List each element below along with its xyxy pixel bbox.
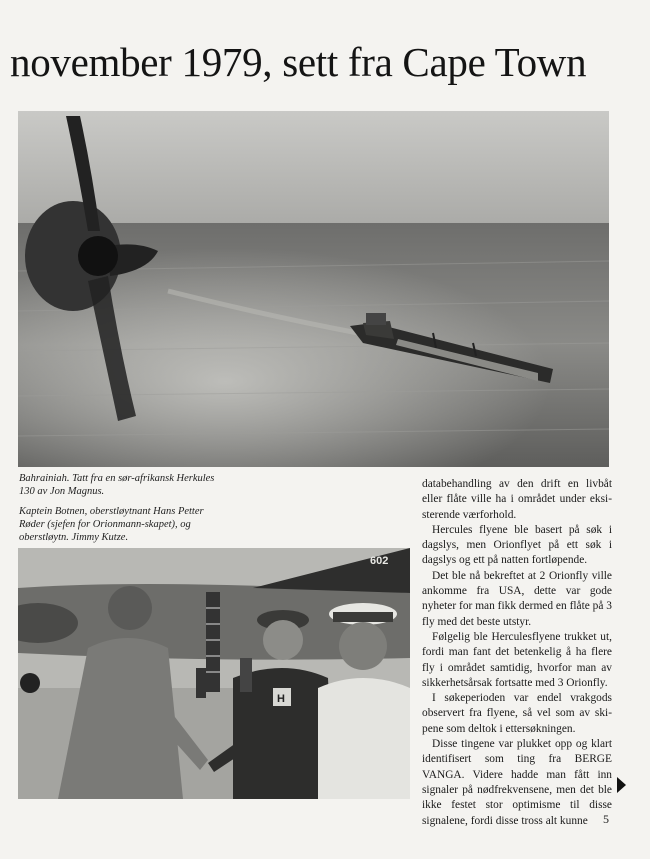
headline: november 1979, sett fra Cape Town — [10, 39, 587, 85]
photo-ship-at-sea — [18, 111, 609, 467]
uniform-marking: H — [277, 693, 285, 705]
continue-arrow-icon — [617, 777, 626, 793]
page-number: 5 — [603, 812, 609, 826]
article-paragraph: databehandling av den drift en livbåt eller flåte ville ha i området under eksi-sterende værforhold. — [422, 478, 612, 521]
handshake-photo-illustration — [18, 548, 410, 799]
article-text-column — [422, 477, 612, 829]
caption-ship-photo: Bahrainiah. Tatt fra en sør-afrikansk Herkules 130 av Jon Magnus. — [19, 473, 215, 497]
caption-people-photo: Kaptein Botnen, oberstløytnant Hans Petter Røder (sjefen for Orionmann-skapet), og oberstløytn. Jimmy Kutze. — [19, 506, 204, 543]
article-paragraph: Følgelig ble Herculesflyene trukket ut, fordi man fant det betenkelig å ha flere fly i området samtidig, hvorfor man av sikkerhetsårsak fortsatte med 3 Orionfly. — [422, 630, 612, 689]
article-paragraph: I søkeperioden var endel vrakgods observert fra flyene, så vel som av ski-pene som deltok i ettersøkningen. — [422, 692, 612, 735]
article-paragraph: Hercules flyene ble basert på søk i dagslys, men Orionflyet på ett søk i dagslys og ett på natten fortløpende. — [422, 523, 612, 567]
ship-photo-illustration — [18, 111, 609, 467]
tail-number: 602 — [370, 555, 389, 567]
article-paragraph: Det ble nå bekreftet at 2 Orionfly ville ankomme fra USA, dette var gode nyheter for man fikk dermed en flåte på 3 fly med det beste utstyr. — [422, 569, 612, 628]
photo-handshake — [18, 548, 410, 799]
article-paragraph: Disse tingene var plukket opp og klart identifisert som ting fra BERGE VANGA. Videre hadde man fått inn signaler på nødfrekvensene, men det ble ikke festet stor optimisme til disse signalene, fordi disse tross alt kunne — [422, 738, 612, 827]
